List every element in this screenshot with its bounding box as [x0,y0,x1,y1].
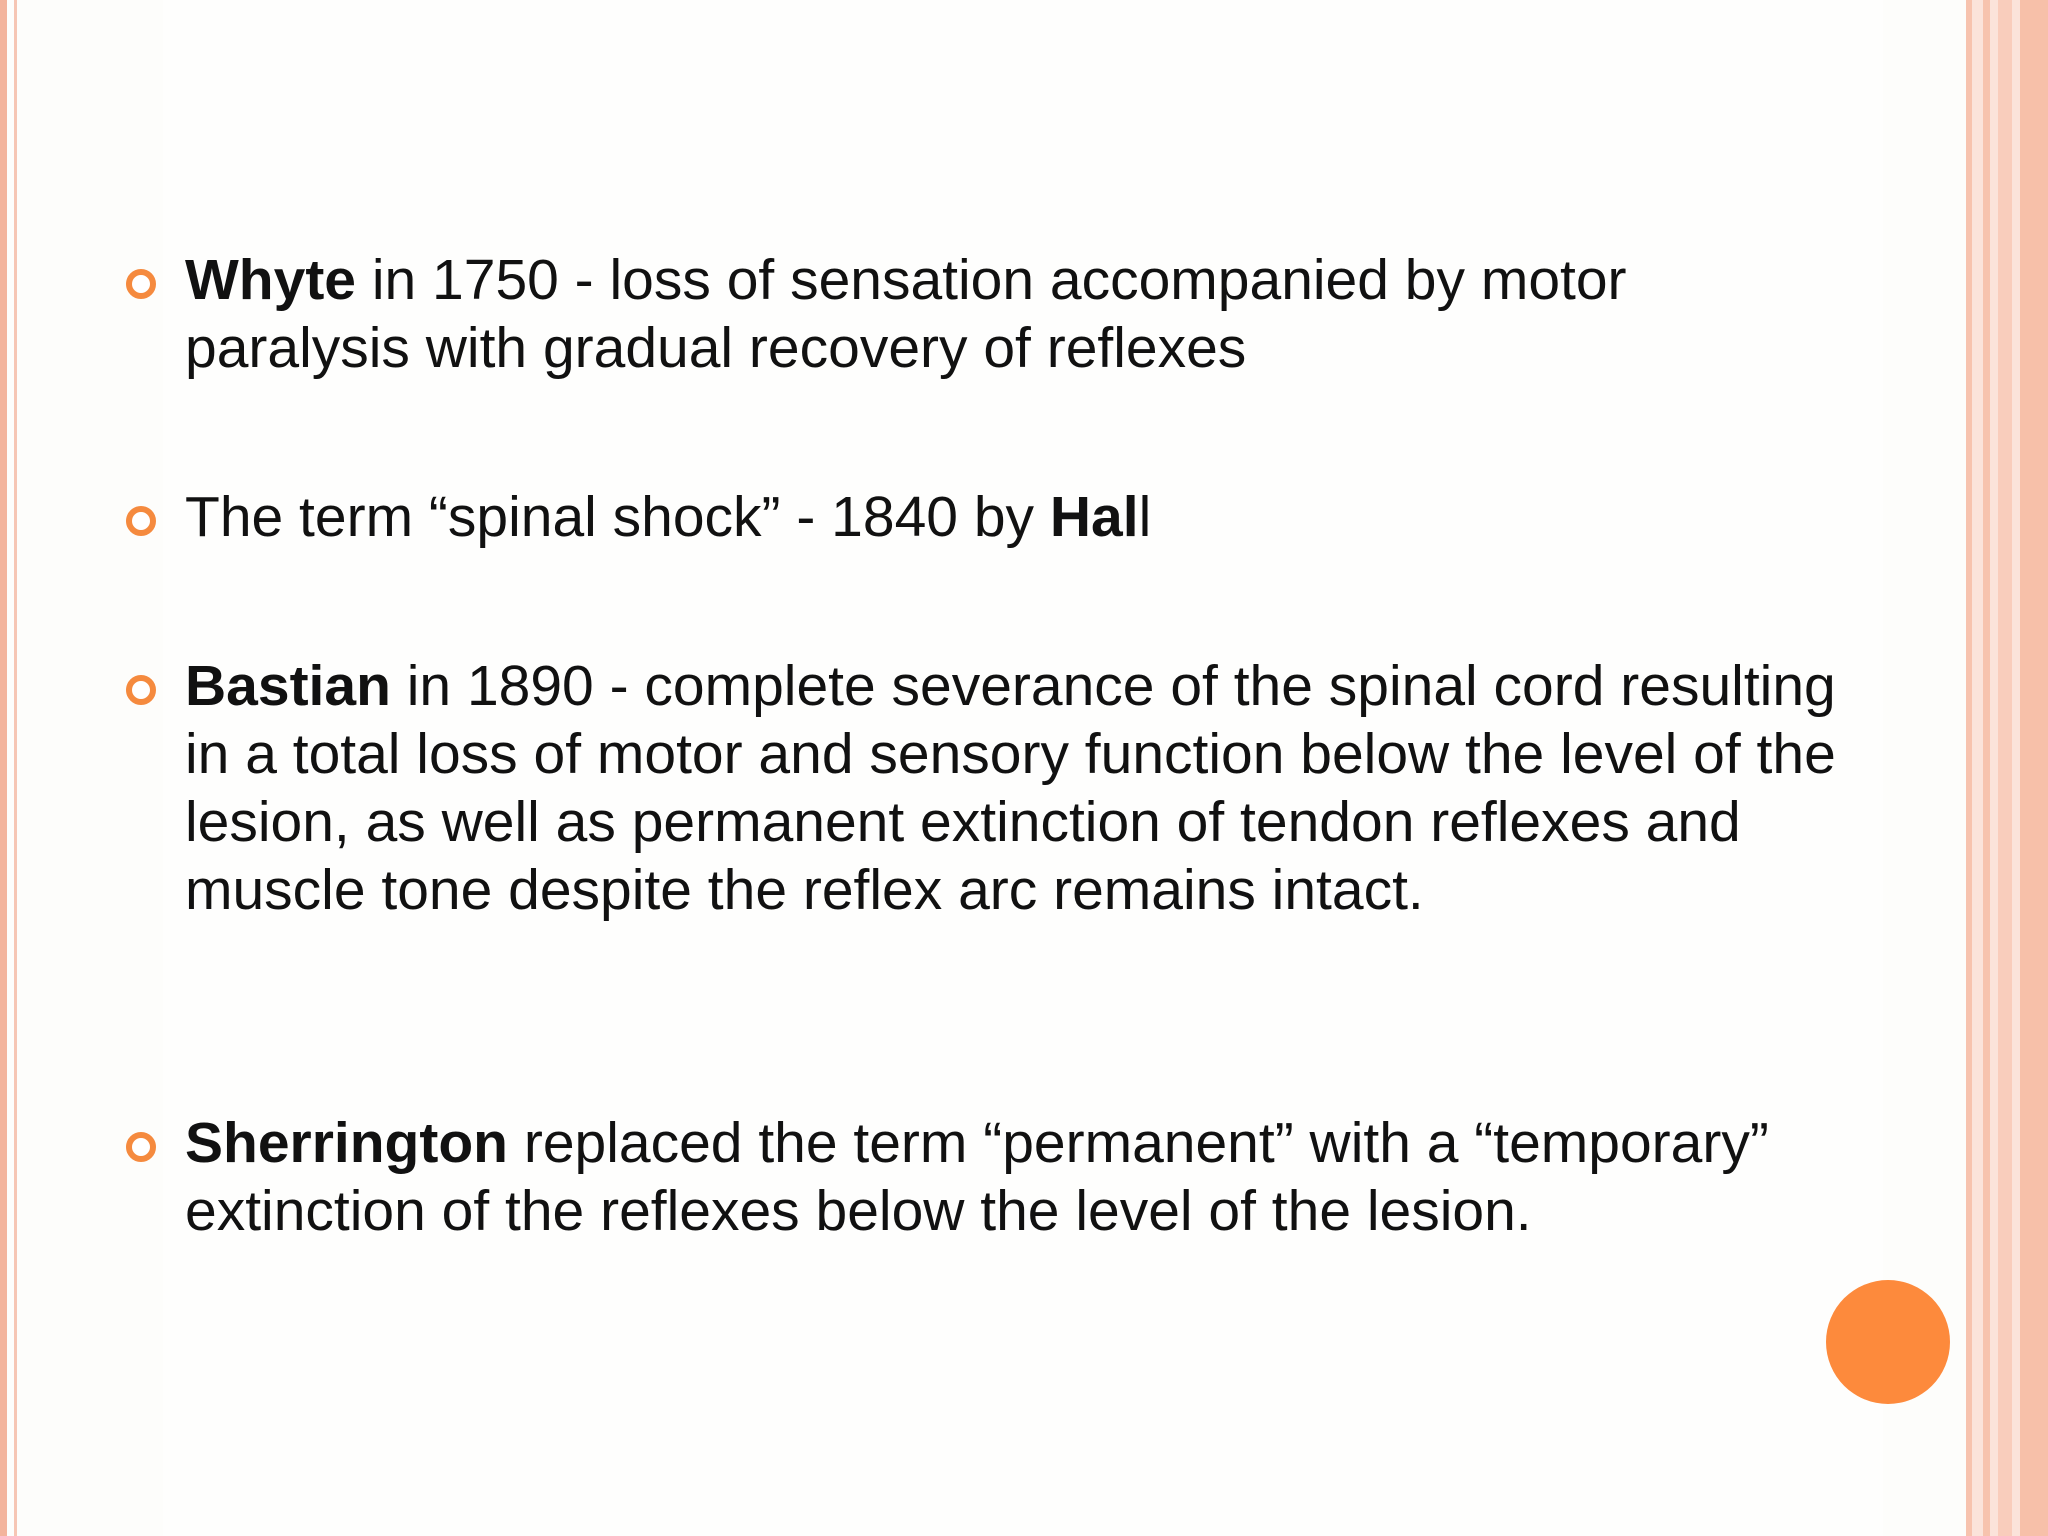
right-border-stripe [1998,0,2012,1536]
decorative-circle [1826,1280,1950,1404]
bullet-text: The term “spinal shock” - 1840 by [185,485,1050,549]
bullet-item-hall [124,483,1844,551]
left-border-stripe [0,0,7,1536]
bullet-text: in 1750 - loss of sensation accompanied by motor paralysis with gradual recovery of reflexes [185,248,1627,380]
bullet-bold-term: Whyte [185,248,356,312]
bullet-text-suffix: l [1138,485,1152,549]
bullet-bold-term: Hal [1049,485,1139,549]
bullet-ring-icon [126,506,156,536]
bullet-item-whyte [124,246,1844,382]
bullet-item-sherrington [124,1109,1844,1245]
bullet-ring-icon [126,675,156,705]
bullet-ring-icon [126,1132,156,1162]
bullet-text: in 1890 - complete severance of the spinal cord resulting in a total loss of motor and sensory function below the level of the lesion, as well as permanent extinction of tendon reflexes and muscle tone despite the reflex arc remains intact. [185,654,1836,922]
right-border-stripe [1983,0,1990,1536]
left-border-line [14,0,17,1536]
bullet-list [124,246,1844,1245]
right-border-stripe [2020,0,2048,1536]
bullet-item-bastian [124,652,1844,924]
bullet-text: replaced the term “permanent” with a “temporary” extinction of the reflexes below the level of the lesion. [185,1111,1769,1243]
bullet-bold-term: Bastian [185,654,391,718]
bullet-bold-term: Sherrington [185,1111,508,1175]
bullet-ring-icon [126,269,156,299]
right-border-stripe [1966,0,1972,1536]
